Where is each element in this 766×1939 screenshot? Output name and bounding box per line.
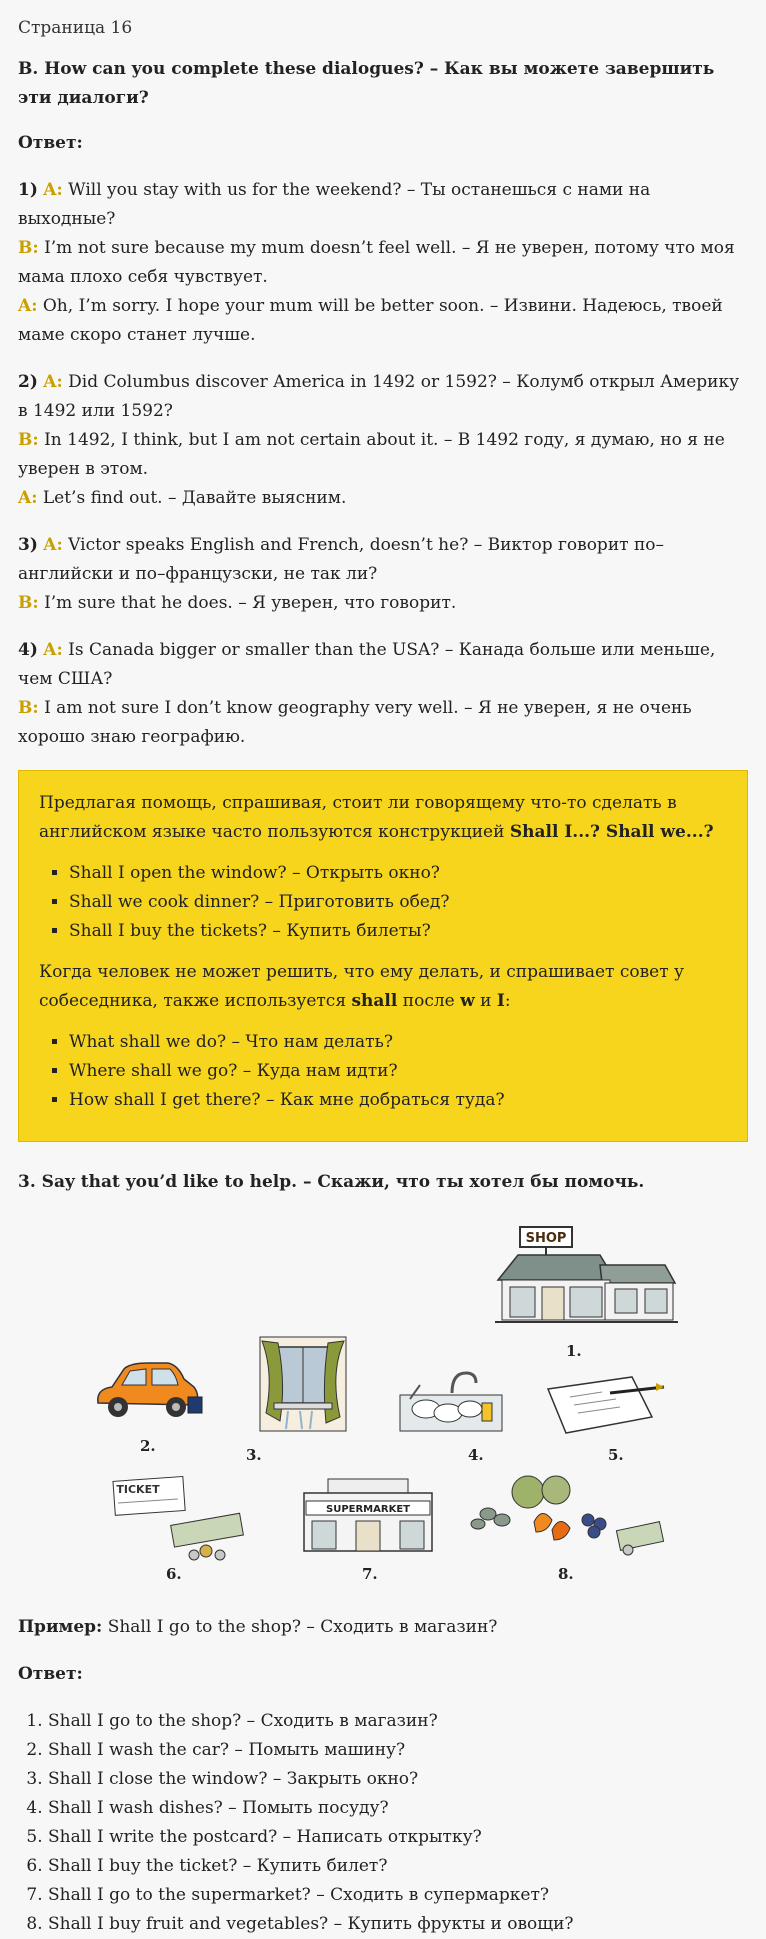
dialogue-line [18, 234, 748, 292]
list-item: ▪ Shall we cook dinner? – Приготовить обед? [69, 888, 727, 917]
answer-list [18, 1707, 748, 1939]
example-line [18, 1613, 748, 1642]
speaker-label: B: [18, 238, 39, 258]
answer-item: 2. Shall I wash the car? – Помыть машину? [48, 1736, 748, 1765]
list-item: ▪ How shall I get there? – Как мне добраться туда? [69, 1086, 727, 1115]
dialogue-text: In 1492, I think, but I am not certain about it. – В 1492 году, я думаю, но я не уверен в этом. [18, 430, 725, 479]
note-bold-shall: shall [351, 991, 398, 1011]
answer-item: 7. Shall I go to the supermarket? – Сходить в супермаркет? [48, 1881, 748, 1910]
answer-item: 5. Shall I write the postcard? – Написать открытку? [48, 1823, 748, 1852]
note-text: Когда человек не может решить, что ему делать, и спрашивает совет у собеседника, также используется [39, 962, 685, 1011]
dialogue-line [18, 368, 748, 426]
dialogue-text: Is Canada bigger or smaller than the USA? – Канада больше или меньше, чем США? [18, 640, 716, 689]
speaker-label: A: [43, 372, 63, 392]
supermarket-illustration [298, 1477, 438, 1555]
illustration-label-6: 6. [166, 1565, 182, 1583]
dialogue-line [18, 292, 748, 350]
fruit-vegetables-illustration [468, 1470, 678, 1560]
list-item: ▪ Shall I buy the tickets? – Купить билеты? [69, 917, 727, 946]
dialogue-number: 4) [18, 640, 38, 660]
page-label: Страница 16 [18, 18, 133, 38]
answer-item: 8. Shall I buy fruit and vegetables? – Купить фрукты и овощи? [48, 1910, 748, 1939]
example-text: Shall I go to the shop? – Сходить в магазин? [107, 1617, 498, 1637]
speaker-label: A: [43, 180, 63, 200]
shop-illustration [490, 1225, 680, 1335]
dialogue-number: 2) [18, 372, 38, 392]
example-label: Пример: [18, 1617, 103, 1637]
illustration-label-5: 5. [608, 1446, 624, 1464]
note-list-2 [39, 1028, 727, 1115]
note-construction: Shall I...? Shall we...? [509, 822, 714, 842]
dialogue-number: 3) [18, 535, 38, 555]
list-item: ▪ What shall we do? – Что нам делать? [69, 1028, 727, 1057]
answer-item: 6. Shall I buy the ticket? – Купить билет? [48, 1852, 748, 1881]
note-list-1 [39, 859, 727, 946]
dialogue-1 [18, 176, 748, 350]
dialogue-text: Will you stay with us for the weekend? – Ты останешься с нами на выходные? [18, 180, 651, 229]
list-item: ▪ Where shall we go? – Куда нам идти? [69, 1057, 727, 1086]
illustration-label-8: 8. [558, 1565, 574, 1583]
speaker-label: B: [18, 698, 39, 718]
dialogue-line [18, 531, 748, 589]
note-text: после [397, 991, 461, 1011]
ticket-illustration [108, 1475, 258, 1565]
dialogue-line [18, 589, 748, 618]
dialogue-text: Oh, I’m sorry. I hope your mum will be better soon. – Извини. Надеюсь, твоей маме скоро станет лучше. [18, 296, 723, 345]
section-b-heading: B. How can you complete these dialogues? – Как вы можете завершить эти диалоги? [18, 59, 715, 108]
supermarket-sign-text: SUPERMARKET [326, 1504, 410, 1515]
illustration-label-4: 4. [468, 1446, 484, 1464]
speaker-label: A: [18, 296, 38, 316]
dishes-illustration [396, 1365, 506, 1437]
dialogue-text: Did Columbus discover America in 1492 or 1592? – Колумб открыл Америку в 1492 или 1592? [18, 372, 740, 421]
list-item: ▪ Shall I open the window? – Открыть окно? [69, 859, 727, 888]
note-text: : [504, 991, 511, 1011]
dialogue-2 [18, 368, 748, 513]
illustration-label-2: 2. [140, 1437, 156, 1455]
note-bold-i: I [496, 991, 505, 1011]
grammar-note-box [18, 770, 748, 1142]
speaker-label: B: [18, 593, 39, 613]
dialogue-4 [18, 636, 748, 752]
answer-item: 4. Shall I wash dishes? – Помыть посуду? [48, 1794, 748, 1823]
dialogue-line [18, 694, 748, 752]
answer-label-2: Ответ: [18, 1664, 83, 1684]
ticket-text: TICKET [116, 1483, 160, 1496]
speaker-label: A: [43, 535, 63, 555]
speaker-label: A: [43, 640, 63, 660]
dialogue-line [18, 176, 748, 234]
exercise-illustration [18, 1215, 748, 1605]
dialogue-text: Let’s find out. – Давайте выясним. [42, 488, 347, 508]
answer-item: 3. Shall I close the window? – Закрыть окно? [48, 1765, 748, 1794]
speaker-label: A: [18, 488, 38, 508]
dialogue-number: 1) [18, 180, 38, 200]
car-illustration [90, 1355, 205, 1427]
exercise-3-title: 3. Say that you’d like to help. – Скажи, что ты хотел бы помочь. [18, 1172, 645, 1192]
answer-label: Ответ: [18, 133, 83, 153]
shop-sign-text: SHOP [525, 1231, 567, 1246]
note-text: и [474, 991, 497, 1011]
dialogue-text: I am not sure I don’t know geography very well. – Я не уверен, я не очень хорошо знаю географию. [18, 698, 692, 747]
answer-item: 1. Shall I go to the shop? – Сходить в магазин? [48, 1707, 748, 1736]
postcard-illustration [546, 1375, 666, 1437]
note-bold-w: w [460, 991, 475, 1011]
dialogue-text: I’m sure that he does. – Я уверен, что говорит. [44, 593, 457, 613]
dialogue-line [18, 484, 748, 513]
dialogue-3 [18, 531, 748, 618]
illustration-label-1: 1. [566, 1342, 582, 1360]
note-paragraph-1 [39, 789, 727, 847]
window-illustration [248, 1333, 358, 1435]
dialogue-text: Victor speaks English and French, doesn’t he? – Виктор говорит по–английски и по–французски, не так ли? [18, 535, 665, 584]
note-text: Предлагая помощь, спрашивая, стоит ли говорящему что-то сделать в английском языке часто пользуются конструкцией [39, 793, 677, 842]
illustration-label-3: 3. [246, 1446, 262, 1464]
dialogue-line [18, 426, 748, 484]
illustration-label-7: 7. [362, 1565, 378, 1583]
speaker-label: B: [18, 430, 39, 450]
dialogue-line [18, 636, 748, 694]
note-paragraph-2 [39, 958, 727, 1016]
dialogue-text: I’m not sure because my mum doesn’t feel well. – Я не уверен, потому что моя мама плохо себя чувствует. [18, 238, 735, 287]
